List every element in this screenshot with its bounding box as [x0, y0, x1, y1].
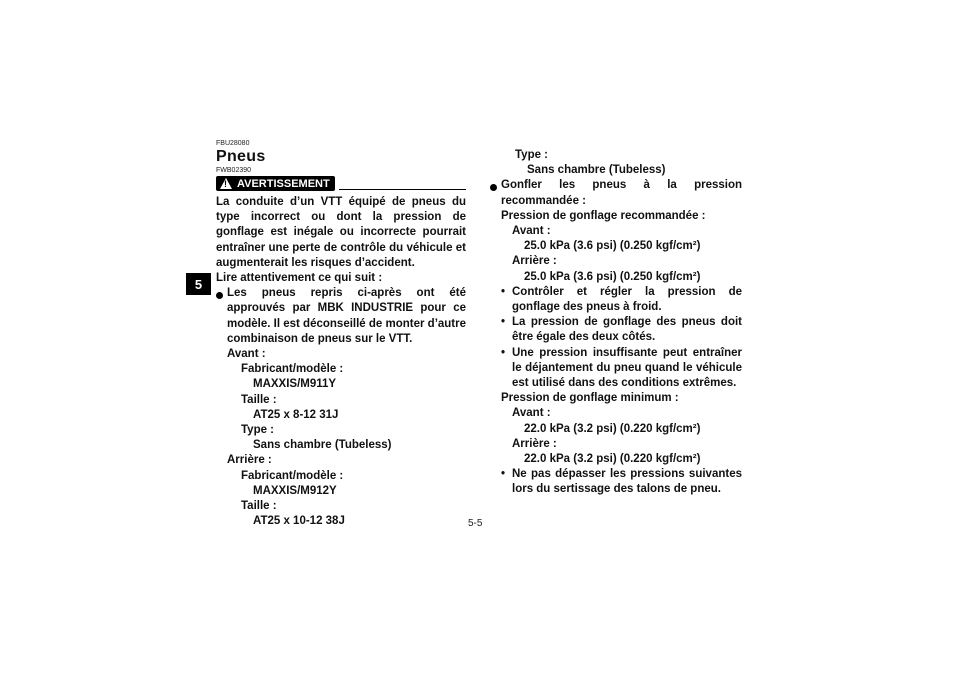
- warning-label: AVERTISSEMENT: [237, 177, 330, 190]
- type-label: Type :: [241, 424, 275, 437]
- page-number: 5-5: [468, 518, 483, 529]
- minimum-rear-value: 22.0 kPa (3.2 psi) (0.220 kgf/cm²): [524, 453, 701, 466]
- front-label: Avant :: [512, 225, 551, 238]
- sub-bullet-text: Une pression insuffisante peut entraîner le déjantement du pneu quand le véhicule est utilisé dans des conditions extrêmes.: [512, 346, 742, 390]
- warning-text: La conduite d’un VTT équipé de pneus du type incorrect ou dont la pression de gonflage est inégale ou incorrecte pourrait entraîner une perte de contrôle du véhicule et augmenterait les risques d’accident.: [216, 196, 466, 269]
- sub-bullet-dot: •: [501, 346, 506, 359]
- sub-bullet-low-pressure: [490, 346, 742, 392]
- rear-type: Sans chambre (Tubeless): [527, 164, 666, 177]
- front-type: Sans chambre (Tubeless): [253, 439, 392, 452]
- manufacturer-label: Fabricant/modèle :: [241, 363, 344, 376]
- front-manufacturer: MAXXIS/M911Y: [253, 378, 337, 391]
- section-code: FBU28080: [216, 140, 250, 147]
- bullet-inflate-line1: Gonfler les pneus à la pression: [501, 179, 742, 192]
- chapter-tab: 5: [186, 273, 211, 295]
- sub-bullet-dot: •: [501, 316, 506, 329]
- rear-label: Arrière :: [512, 437, 557, 450]
- sub-bullet-cold: [490, 285, 742, 315]
- size-label: Taille :: [241, 500, 277, 513]
- sub-bullet-equal: [490, 315, 742, 345]
- recommended-pressure-label: Pression de gonflage recommandée :: [501, 209, 706, 222]
- bullet-inflate-line2: recommandée :: [501, 194, 587, 207]
- read-instruction: Lire attentivement ce qui suit :: [216, 272, 383, 285]
- sub-bullet-text: Ne pas dépasser les pressions suivantes lors du sertissage des talons de pneu.: [512, 468, 742, 496]
- warning-rule: [339, 189, 466, 190]
- front-label: Avant :: [227, 348, 266, 361]
- minimum-pressure-label: Pression de gonflage minimum :: [501, 392, 679, 405]
- sub-bullet-text: La pression de gonflage des pneus doit être égale des deux côtés.: [512, 316, 742, 344]
- rear-label: Arrière :: [227, 454, 272, 467]
- bullet-inflate: [490, 178, 742, 208]
- manufacturer-label: Fabricant/modèle :: [241, 469, 344, 482]
- warning-header: [216, 176, 466, 191]
- right-column: [490, 148, 742, 498]
- rear-manufacturer: MAXXIS/M912Y: [253, 484, 337, 497]
- bullet-text: Les pneus repris ci-après ont été approuvés par MBK INDUSTRIE pour ce modèle. Il est déconseillé de monter d’autre combinaison de pneus sur le VTT.: [227, 287, 467, 345]
- left-column: [216, 140, 466, 529]
- bullet-approved-tires: [216, 286, 466, 347]
- recommended-front-value: 25.0 kPa (3.6 psi) (0.250 kgf/cm²): [524, 240, 701, 253]
- bullet-dot-icon: [490, 184, 497, 191]
- rear-size: AT25 x 10-12 38J: [253, 515, 345, 528]
- warning-code: FWB02390: [216, 167, 252, 174]
- sub-bullet-text: Contrôler et régler la pression de gonflage des pneus à froid.: [512, 285, 742, 314]
- rear-label: Arrière :: [512, 255, 557, 268]
- front-size: AT25 x 8-12 31J: [253, 408, 339, 421]
- recommended-rear-value: 25.0 kPa (3.6 psi) (0.250 kgf/cm²): [524, 270, 701, 283]
- minimum-front-value: 22.0 kPa (3.2 psi) (0.220 kgf/cm²): [524, 422, 701, 435]
- sub-bullet-dot: •: [501, 285, 506, 298]
- warning-badge: [216, 176, 335, 191]
- sub-bullet-bead: [490, 467, 742, 497]
- bullet-dot-icon: [216, 292, 223, 299]
- front-label: Avant :: [512, 407, 551, 420]
- type-label: Type :: [515, 149, 549, 161]
- sub-bullet-dot: •: [501, 468, 506, 481]
- size-label: Taille :: [241, 393, 277, 406]
- warning-triangle-icon: [220, 178, 232, 189]
- section-title: Pneus: [216, 148, 266, 165]
